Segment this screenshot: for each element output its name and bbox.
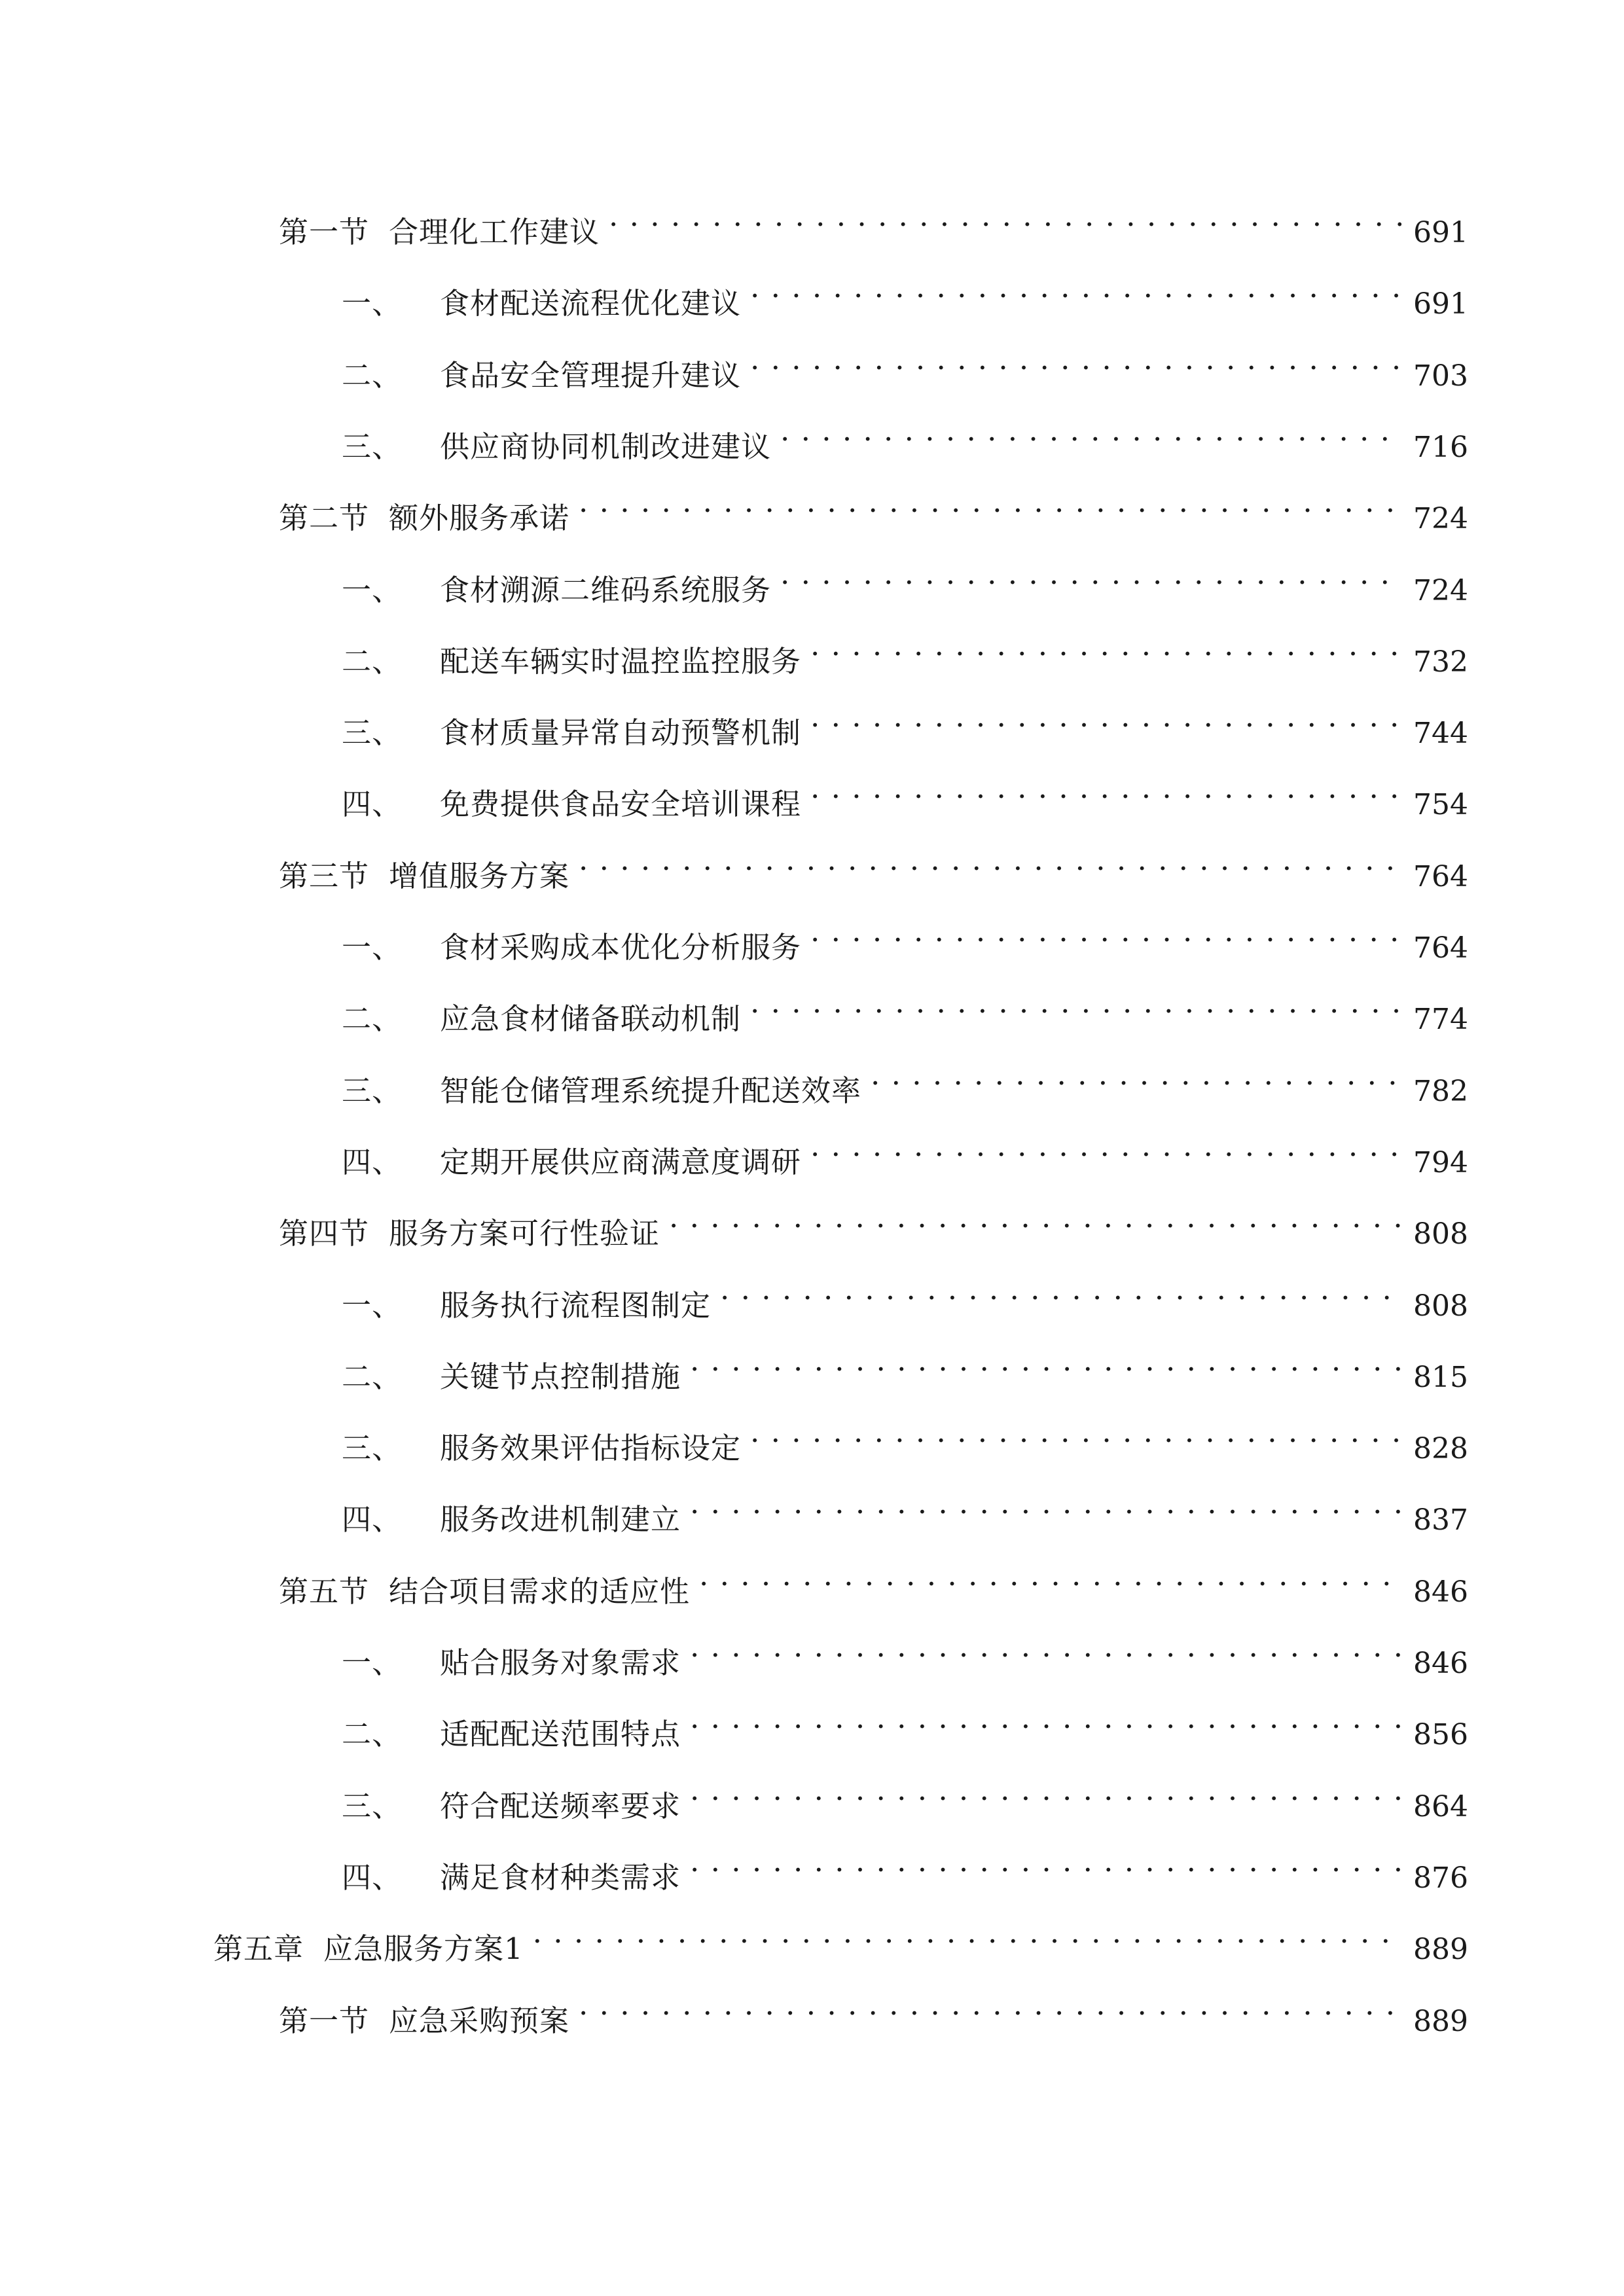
toc-entry-page-number: 828 xyxy=(1413,1432,1468,1465)
toc-entry-title: 符合配送频率要求 xyxy=(440,1789,681,1823)
toc-entry-number: 一、 xyxy=(342,1288,403,1323)
toc-entry-page-number: 808 xyxy=(1413,1289,1468,1323)
toc-entry-number: 四、 xyxy=(342,787,403,821)
toc-entry-label xyxy=(342,1852,681,1904)
toc-entry-item[interactable] xyxy=(342,1406,1468,1465)
toc-entry-label xyxy=(342,1708,681,1761)
toc-entry-number: 二、 xyxy=(342,358,403,393)
toc-entry-number: 一、 xyxy=(342,930,403,965)
toc-entry-number: 三、 xyxy=(342,1431,403,1465)
toc-entry-chapter[interactable] xyxy=(213,1907,1468,1966)
toc-entry-number: 第二节 xyxy=(279,501,370,535)
toc-entry-page-number: 782 xyxy=(1413,1075,1468,1108)
toc-entry-item[interactable] xyxy=(342,548,1468,607)
toc-entry-page-number: 774 xyxy=(1413,1003,1468,1036)
toc-dot-leader xyxy=(699,1549,1401,1602)
toc-entry-label xyxy=(342,1065,861,1117)
toc-dot-leader xyxy=(690,1477,1401,1530)
toc-entry-label xyxy=(279,1208,660,1260)
toc-entry-page-number: 815 xyxy=(1413,1361,1468,1394)
toc-entry-label xyxy=(342,1136,801,1189)
toc-entry-page-number: 837 xyxy=(1413,1503,1468,1537)
toc-dot-leader xyxy=(690,1692,1401,1744)
toc-entry-section[interactable] xyxy=(279,1191,1468,1251)
toc-entry-number: 一、 xyxy=(342,573,403,607)
toc-dot-leader xyxy=(579,1979,1401,2031)
toc-dot-leader xyxy=(810,1120,1401,1172)
toc-entry-label xyxy=(279,850,569,903)
toc-entry-item[interactable] xyxy=(342,905,1468,965)
toc-entry-label xyxy=(342,278,741,330)
toc-entry-item[interactable] xyxy=(342,1692,1468,1751)
toc-dot-leader xyxy=(609,190,1401,242)
toc-entry-number: 四、 xyxy=(342,1145,403,1179)
toc-entry-number: 二、 xyxy=(342,1001,403,1036)
toc-entry-page-number: 846 xyxy=(1413,1647,1468,1680)
toc-entry-label xyxy=(342,1351,681,1403)
toc-entry-number: 第三节 xyxy=(279,859,370,893)
toc-entry-title: 增值服务方案 xyxy=(389,859,570,893)
toc-entry-number: 二、 xyxy=(342,1717,403,1751)
toc-entry-title: 服务改进机制建立 xyxy=(440,1502,681,1537)
toc-dot-leader xyxy=(780,548,1401,600)
toc-entry-item[interactable] xyxy=(342,762,1468,821)
toc-entry-number: 二、 xyxy=(342,1359,403,1394)
toc-entry-page-number: 732 xyxy=(1413,645,1468,679)
toc-entry-title: 服务执行流程图制定 xyxy=(440,1288,712,1323)
toc-entry-number: 三、 xyxy=(342,1073,403,1108)
toc-entry-label xyxy=(342,1280,711,1332)
toc-entry-number: 第五章 xyxy=(213,1931,304,1966)
toc-entry-title: 免费提供食品安全培训课程 xyxy=(440,787,802,821)
toc-entry-label xyxy=(342,636,801,688)
toc-entry-page-number: 889 xyxy=(1413,2005,1468,2038)
toc-dot-leader xyxy=(810,619,1401,672)
toc-entry-label xyxy=(342,350,741,402)
toc-dot-leader xyxy=(690,1835,1401,1888)
toc-entry-number: 三、 xyxy=(342,1789,403,1823)
toc-entry-item[interactable] xyxy=(342,404,1468,464)
toc-entry-label xyxy=(342,1494,681,1546)
toc-entry-page-number: 889 xyxy=(1413,1933,1468,1966)
toc-entry-page-number: 703 xyxy=(1413,359,1468,393)
toc-entry-title: 应急服务方案1 xyxy=(323,1931,524,1966)
toc-entry-page-number: 744 xyxy=(1413,717,1468,750)
toc-entry-number: 四、 xyxy=(342,1502,403,1537)
toc-entry-title: 食材采购成本优化分析服务 xyxy=(440,930,802,965)
toc-entry-section[interactable] xyxy=(279,476,1468,535)
toc-dot-leader xyxy=(750,333,1401,386)
toc-entry-number: 第四节 xyxy=(279,1216,370,1251)
toc-dot-leader xyxy=(810,691,1401,743)
toc-entry-label xyxy=(342,922,801,974)
toc-entry-page-number: 691 xyxy=(1413,287,1468,321)
toc-dot-leader xyxy=(871,1049,1401,1101)
toc-entry-page-number: 808 xyxy=(1413,1217,1468,1251)
toc-entry-section[interactable] xyxy=(279,834,1468,893)
toc-entry-title: 供应商协同机制改进建议 xyxy=(440,429,772,464)
toc-entry-number: 第一节 xyxy=(279,2003,370,2038)
toc-entry-label xyxy=(279,1995,569,2047)
toc-entry-number: 三、 xyxy=(342,715,403,750)
toc-entry-title: 结合项目需求的适应性 xyxy=(389,1574,691,1609)
toc-entry-item[interactable] xyxy=(342,261,1468,321)
toc-entry-title: 应急采购预案 xyxy=(389,2003,570,2038)
toc-entry-page-number: 856 xyxy=(1413,1718,1468,1751)
toc-dot-leader xyxy=(579,834,1401,886)
toc-dot-leader xyxy=(533,1907,1401,1959)
toc-entry-title: 满足食材种类需求 xyxy=(440,1860,681,1895)
toc-entry-page-number: 764 xyxy=(1413,931,1468,965)
toc-entry-page-number: 764 xyxy=(1413,860,1468,893)
toc-entry-page-number: 716 xyxy=(1413,431,1468,464)
toc-entry-page-number: 691 xyxy=(1413,216,1468,249)
toc-entry-item[interactable] xyxy=(342,1621,1468,1680)
toc-entry-label xyxy=(342,1422,741,1475)
toc-dot-leader xyxy=(810,905,1401,958)
toc-entry-label xyxy=(342,993,741,1045)
toc-entry-title: 应急食材储备联动机制 xyxy=(440,1001,742,1036)
toc-entry-item[interactable] xyxy=(342,333,1468,393)
toc-entry-title: 食材质量异常自动预警机制 xyxy=(440,715,802,750)
toc-entry-item[interactable] xyxy=(342,1049,1468,1108)
toc-dot-leader xyxy=(669,1191,1401,1244)
toc-entry-title: 配送车辆实时温控监控服务 xyxy=(440,644,802,679)
toc-entry-title: 贴合服务对象需求 xyxy=(440,1645,681,1680)
toc-dot-leader xyxy=(690,1764,1401,1816)
toc-entry-page-number: 724 xyxy=(1413,502,1468,535)
toc-dot-leader xyxy=(810,762,1401,814)
toc-dot-leader xyxy=(750,977,1401,1029)
toc-entry-item[interactable] xyxy=(342,619,1468,679)
toc-entry-title: 定期开展供应商满意度调研 xyxy=(440,1145,802,1179)
toc-dot-leader xyxy=(750,1406,1401,1458)
toc-entry-section[interactable] xyxy=(279,190,1468,249)
toc-entry-item[interactable] xyxy=(342,1335,1468,1394)
toc-entry-item[interactable] xyxy=(342,1764,1468,1823)
toc-entry-number: 一、 xyxy=(342,286,403,321)
toc-entry-label xyxy=(213,1923,524,1975)
toc-entry-item[interactable] xyxy=(342,1477,1468,1537)
toc-entry-label xyxy=(342,707,801,759)
toc-entry-item[interactable] xyxy=(342,1835,1468,1895)
toc-entry-item[interactable] xyxy=(342,1120,1468,1179)
toc-dot-leader xyxy=(750,261,1401,314)
toc-entry-label xyxy=(342,1637,681,1689)
toc-entry-page-number: 876 xyxy=(1413,1861,1468,1895)
toc-dot-leader xyxy=(720,1263,1401,1316)
toc-dot-leader xyxy=(690,1621,1401,1673)
toc-entry-title: 合理化工作建议 xyxy=(389,215,600,249)
toc-entry-title: 食品安全管理提升建议 xyxy=(440,358,742,393)
toc-entry-title: 食材溯源二维码系统服务 xyxy=(440,573,772,607)
toc-entry-number: 四、 xyxy=(342,1860,403,1895)
toc-entry-page-number: 794 xyxy=(1413,1146,1468,1179)
toc-entry-section[interactable] xyxy=(279,1979,1468,2038)
toc-dot-leader xyxy=(579,476,1401,528)
toc-entry-label xyxy=(279,206,600,259)
toc-entry-label xyxy=(342,421,771,473)
toc-entry-title: 服务方案可行性验证 xyxy=(389,1216,660,1251)
toc-entry-number: 一、 xyxy=(342,1645,403,1680)
toc-entry-number: 二、 xyxy=(342,644,403,679)
toc-entry-number: 第五节 xyxy=(279,1574,370,1609)
toc-entry-title: 食材配送流程优化建议 xyxy=(440,286,742,321)
toc-entry-page-number: 754 xyxy=(1413,788,1468,821)
toc-entry-number: 三、 xyxy=(342,429,403,464)
toc-entry-title: 智能仓储管理系统提升配送效率 xyxy=(440,1073,862,1108)
toc-entry-label xyxy=(279,492,569,545)
toc-entry-label xyxy=(342,1780,681,1833)
toc-entry-item[interactable] xyxy=(342,1263,1468,1323)
toc-dot-leader xyxy=(690,1335,1401,1387)
toc-entry-page-number: 864 xyxy=(1413,1790,1468,1823)
toc-entry-label xyxy=(279,1566,690,1618)
toc-entry-label xyxy=(342,778,801,831)
toc-entry-page-number: 846 xyxy=(1413,1575,1468,1609)
toc-entry-item[interactable] xyxy=(342,977,1468,1036)
toc-entry-page-number: 724 xyxy=(1413,574,1468,607)
toc-entry-title: 额外服务承诺 xyxy=(389,501,570,535)
toc-entry-label xyxy=(342,564,771,617)
toc-entry-number: 第一节 xyxy=(279,215,370,249)
toc-dot-leader xyxy=(780,404,1401,457)
toc-entry-section[interactable] xyxy=(279,1549,1468,1609)
toc-entry-title: 关键节点控制措施 xyxy=(440,1359,681,1394)
toc-entry-item[interactable] xyxy=(342,691,1468,750)
toc-entry-title: 适配配送范围特点 xyxy=(440,1717,681,1751)
toc-entry-title: 服务效果评估指标设定 xyxy=(440,1431,742,1465)
